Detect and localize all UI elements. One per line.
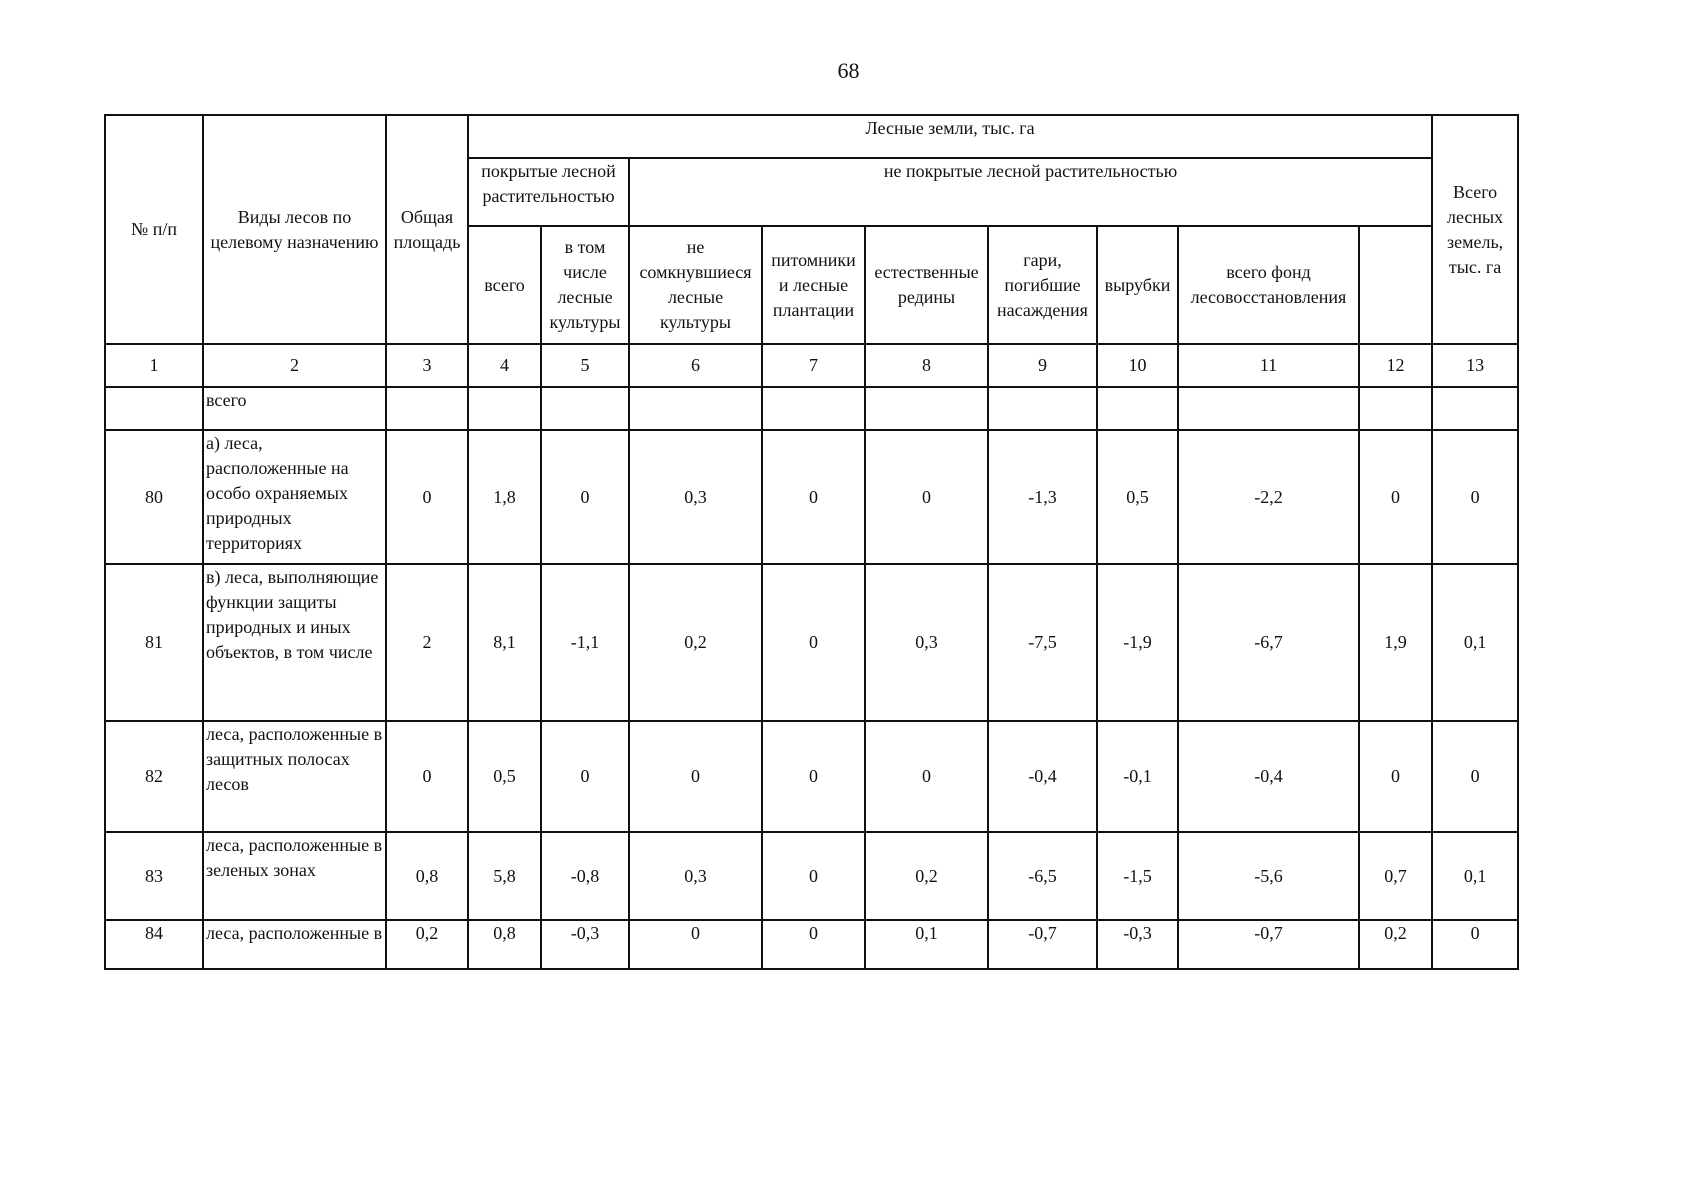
column-number: 9 [988, 344, 1097, 387]
value-cell: 0,5 [1097, 430, 1178, 564]
row-forest-type: а) леса, расположенные на особо охраняемых природных территориях [203, 430, 386, 564]
value-cell: 2 [386, 564, 468, 721]
row-forest-type: леса, расположенные в [203, 920, 386, 969]
value-cell: 0 [1432, 920, 1518, 969]
header-not-covered: не покрытые лесной растительностью [629, 158, 1432, 226]
value-cell: 0,8 [386, 832, 468, 920]
empty-cell [988, 387, 1097, 430]
row-forest-type: леса, расположенные в зеленых зонах [203, 832, 386, 920]
header-row-top [105, 115, 1518, 158]
value-cell: 0 [386, 721, 468, 832]
value-cell: 0 [541, 721, 629, 832]
table-row [105, 564, 1518, 721]
value-cell: 0 [762, 832, 865, 920]
column-number: 11 [1178, 344, 1359, 387]
row-forest-type: в) леса, выполняющие функции защиты природных и иных объектов, в том числе [203, 564, 386, 721]
row-number: 80 [105, 430, 203, 564]
column-number: 4 [468, 344, 541, 387]
header-burnt: гари, погибшие насаждения [988, 226, 1097, 344]
section-total-label: всего [203, 387, 386, 430]
value-cell: -0,7 [988, 920, 1097, 969]
table-row [105, 430, 1518, 564]
empty-cell [629, 387, 762, 430]
section-total-row [105, 387, 1518, 430]
header-unclosed-cultures: не сомкнувшиеся лесные культуры [629, 226, 762, 344]
column-number: 7 [762, 344, 865, 387]
value-cell: -0,8 [541, 832, 629, 920]
value-cell: -1,3 [988, 430, 1097, 564]
value-cell: 5,8 [468, 832, 541, 920]
value-cell: 0,7 [1359, 832, 1432, 920]
value-cell: -2,2 [1178, 430, 1359, 564]
row-forest-type: леса, расположенные в защитных полосах лесов [203, 721, 386, 832]
page-number: 68 [837, 58, 860, 83]
header-natural-sparse: естественные редины [865, 226, 988, 344]
row-number: 81 [105, 564, 203, 721]
header-covered-total: всего [468, 226, 541, 344]
value-cell: -1,9 [1097, 564, 1178, 721]
value-cell: 8,1 [468, 564, 541, 721]
value-cell: -7,5 [988, 564, 1097, 721]
table-row [105, 721, 1518, 832]
row-number: 84 [105, 920, 203, 969]
header-forest-lands: Лесные земли, тыс. га [468, 115, 1432, 158]
empty-cell [865, 387, 988, 430]
column-number: 5 [541, 344, 629, 387]
empty-cell [1432, 387, 1518, 430]
value-cell: 0 [865, 721, 988, 832]
value-cell: 0 [1432, 721, 1518, 832]
value-cell: 1,8 [468, 430, 541, 564]
value-cell: -0,3 [541, 920, 629, 969]
header-total-area: Общая площадь [386, 115, 468, 344]
value-cell: -0,7 [1178, 920, 1359, 969]
value-cell: 0 [629, 920, 762, 969]
value-cell: -6,5 [988, 832, 1097, 920]
value-cell: 0,3 [865, 564, 988, 721]
header-clearings: вырубки [1097, 226, 1178, 344]
value-cell: 0 [1359, 721, 1432, 832]
table-body [105, 115, 1518, 969]
value-cell: 0 [762, 920, 865, 969]
empty-cell [1178, 387, 1359, 430]
column-number: 10 [1097, 344, 1178, 387]
column-number: 8 [865, 344, 988, 387]
value-cell: -1,5 [1097, 832, 1178, 920]
value-cell: 0 [865, 430, 988, 564]
empty-cell [1097, 387, 1178, 430]
value-cell: 0 [386, 430, 468, 564]
value-cell: 0,3 [629, 430, 762, 564]
column-number: 1 [105, 344, 203, 387]
value-cell: 0 [629, 721, 762, 832]
value-cell: 0 [762, 430, 865, 564]
header-nurseries: питомники и лесные плантации [762, 226, 865, 344]
header-covered: покрытые лесной растительностью [468, 158, 629, 226]
column-number-row [105, 344, 1518, 387]
header-covered-cultures: в том числе лесные культуры [541, 226, 629, 344]
value-cell: 0,2 [1359, 920, 1432, 969]
value-cell: 0 [762, 564, 865, 721]
empty-cell [541, 387, 629, 430]
empty-cell [1359, 387, 1432, 430]
value-cell: 0 [541, 430, 629, 564]
table-row [105, 832, 1518, 920]
column-number: 12 [1359, 344, 1432, 387]
column-number: 2 [203, 344, 386, 387]
value-cell: 0,1 [865, 920, 988, 969]
table-row [105, 920, 1518, 969]
column-number: 13 [1432, 344, 1518, 387]
column-number: 3 [386, 344, 468, 387]
value-cell: 0,1 [1432, 832, 1518, 920]
value-cell: 0,2 [386, 920, 468, 969]
value-cell: -6,7 [1178, 564, 1359, 721]
value-cell: -1,1 [541, 564, 629, 721]
empty-cell [468, 387, 541, 430]
empty-cell [105, 387, 203, 430]
empty-cell [762, 387, 865, 430]
value-cell: -5,6 [1178, 832, 1359, 920]
row-number: 83 [105, 832, 203, 920]
value-cell: 0,3 [629, 832, 762, 920]
value-cell: 0,2 [629, 564, 762, 721]
value-cell: 0 [762, 721, 865, 832]
row-number: 82 [105, 721, 203, 832]
value-cell: 0,2 [865, 832, 988, 920]
header-reforestation-fund: всего фонд лесовосстановления [1178, 226, 1359, 344]
value-cell: 0,8 [468, 920, 541, 969]
header-num: № п/п [105, 115, 203, 344]
forest-lands-table [104, 114, 1519, 970]
value-cell: 0 [1359, 430, 1432, 564]
empty-cell [386, 387, 468, 430]
header-forest-type: Виды лесов по целевому назначению [203, 115, 386, 344]
value-cell: 1,9 [1359, 564, 1432, 721]
value-cell: -0,1 [1097, 721, 1178, 832]
column-number: 6 [629, 344, 762, 387]
value-cell: 0,5 [468, 721, 541, 832]
value-cell: -0,4 [988, 721, 1097, 832]
header-total-forest-lands: Всего лесных земель, тыс. га [1432, 115, 1518, 344]
value-cell: 0,1 [1432, 564, 1518, 721]
value-cell: 0 [1432, 430, 1518, 564]
value-cell: -0,4 [1178, 721, 1359, 832]
value-cell: -0,3 [1097, 920, 1178, 969]
